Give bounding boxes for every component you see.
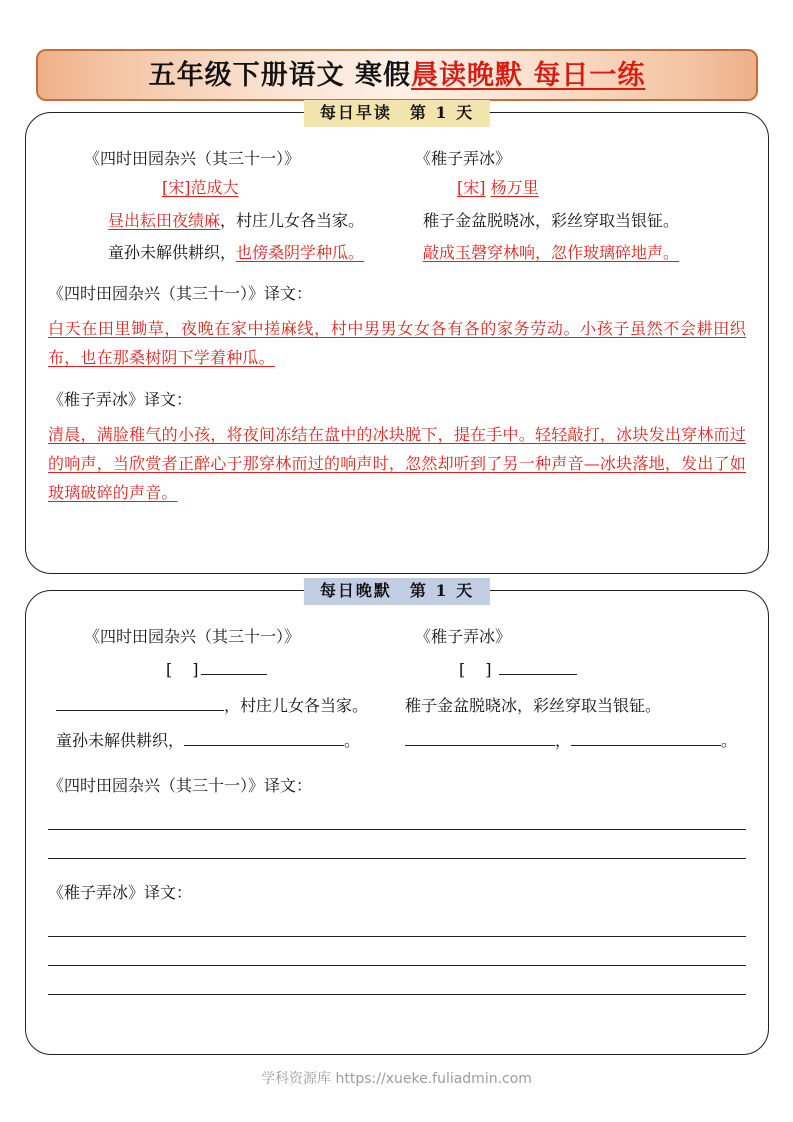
evening-left-poem-title: 《四时田园杂兴（其三十一）》	[84, 627, 301, 646]
evening-right-verse2-blank-a[interactable]	[405, 729, 555, 746]
evening-dictation-card	[25, 581, 769, 1055]
evening-translation-2-label: 《稚子弄冰》译文：	[48, 882, 193, 902]
morning-right-verse2-red-b: 忽作玻璃碎地声。	[551, 243, 680, 263]
evening-left-dynasty-bracket: [ ]	[166, 659, 201, 679]
evening-answer-line-2-3[interactable]	[48, 994, 746, 995]
evening-verse-blank-row-1	[48, 694, 746, 719]
morning-translation-2-text: 清晨，满脸稚气的小孩，将夜间冻结在盘中的冰块脱下，提在手中。轻轻敲打，冰块发出穿林而过的响声，当欣赏者正醉心于那穿林而过的响声时，忽然却听到了另一种声音—冰块落地，发出了如玻璃破碎的声音。	[48, 425, 746, 503]
morning-left-author-cell	[48, 172, 397, 201]
evening-left-author-blank-line[interactable]	[201, 658, 267, 675]
evening-section-badge: 每日晚默 第 1 天	[304, 578, 490, 605]
morning-right-verse-line-2	[415, 241, 746, 266]
evening-right-dynasty-bracket: [ ]	[459, 659, 494, 679]
evening-right-author-cell	[397, 650, 746, 683]
morning-right-verse1-cell	[397, 201, 746, 234]
morning-left-verse1-red: 昼出耘田夜绩麻	[108, 210, 221, 230]
evening-poem-titles-row	[48, 625, 746, 650]
evening-right-verse2-suffix: 。	[721, 731, 738, 751]
morning-left-author	[84, 176, 397, 201]
evening-left-verse1-suffix: ，村庄儿女各当家。	[224, 695, 369, 715]
evening-translation-1-label: 《四时田园杂兴（其三十一）》译文：	[48, 776, 313, 796]
page-title-red-part: 晨读晚默 每日一练	[411, 59, 646, 91]
page-title-banner	[36, 49, 758, 101]
morning-translation-2-label: 《稚子弄冰》译文：	[48, 390, 193, 410]
morning-reading-card	[25, 103, 769, 574]
evening-verse-blank-row-2	[48, 729, 746, 754]
morning-left-verse1-cell	[48, 201, 397, 234]
morning-left-verse2-black: 童孙未解供耕织，	[108, 243, 237, 263]
evening-right-verse1-cell	[397, 694, 746, 719]
evening-right-author-blank	[415, 658, 746, 683]
morning-left-verse1-black: ，村庄儿女各当家。	[220, 210, 365, 230]
morning-verse-row-2	[48, 233, 746, 266]
morning-right-author	[415, 176, 746, 201]
morning-right-author-name: 杨万里	[490, 177, 539, 197]
morning-left-verse2-red: 也傍桑阴学种瓜。	[236, 243, 365, 263]
evening-left-verse2-prefix: 童孙未解供耕织，	[56, 731, 185, 751]
evening-left-verse1-cell	[48, 694, 397, 719]
evening-left-verse2-blank[interactable]	[184, 729, 344, 746]
morning-right-verse-line-1	[415, 209, 746, 234]
evening-answer-line-2-2[interactable]	[48, 965, 746, 966]
evening-right-verse1-text: 稚子金盆脱晓冰，彩丝穿取当银钲。	[405, 695, 662, 715]
morning-left-verse2-cell	[48, 233, 397, 266]
morning-right-dynasty: [宋]	[457, 177, 486, 197]
morning-right-column	[397, 147, 746, 172]
page-title-black-part: 五年级下册语文 寒假	[148, 59, 411, 91]
footer-watermark: 学科资源库 https://xueke.fuliadmin.com	[261, 1071, 532, 1087]
morning-right-author-cell	[397, 172, 746, 201]
evening-answer-line-2-1[interactable]	[48, 936, 746, 937]
evening-card-body	[26, 591, 768, 1005]
evening-author-blank-row	[48, 650, 746, 683]
morning-right-verse1-black: 稚子金盆脱晓冰，彩丝穿取当银钲。	[423, 210, 680, 230]
evening-left-verse2-cell	[48, 729, 397, 754]
evening-left-verse1-blank[interactable]	[56, 694, 224, 711]
evening-right-verse2-blank-b[interactable]	[571, 729, 721, 746]
evening-left-author-cell	[48, 650, 397, 683]
evening-left-title-cell	[48, 625, 397, 650]
morning-right-poem-title: 《稚子弄冰》	[415, 149, 512, 168]
evening-right-verse2-mid: ，	[555, 731, 572, 751]
evening-right-poem-title: 《稚子弄冰》	[415, 627, 512, 646]
page-title	[148, 59, 646, 91]
morning-left-dynasty: [宋]	[162, 177, 191, 197]
morning-translation-1-text: 白天在田里锄草，夜晚在家中搓麻线，村中男男女女各有各的家务劳动。小孩子虽然不会耕田织布，也在那桑树阴下学着种瓜。	[48, 318, 746, 368]
morning-right-verse2-red-a: 敲成玉磬穿林响，	[423, 243, 552, 263]
morning-left-author-name: 范成大	[190, 177, 239, 197]
morning-right-verse2-cell	[397, 233, 746, 266]
morning-left-column	[48, 147, 397, 172]
morning-poem-authors-row	[48, 172, 746, 201]
morning-left-poem-title: 《四时田园杂兴（其三十一）》	[84, 149, 301, 168]
evening-left-verse2-suffix: 。	[344, 731, 361, 751]
evening-answer-line-1-1[interactable]	[48, 829, 746, 830]
morning-poem-titles-row	[48, 147, 746, 172]
evening-right-title-cell	[397, 625, 746, 650]
evening-right-author-blank-line[interactable]	[499, 658, 577, 675]
morning-left-verse-line-2	[84, 241, 397, 266]
evening-right-verse2-cell	[397, 729, 746, 754]
evening-left-author-blank	[84, 658, 397, 683]
evening-answer-line-1-2[interactable]	[48, 858, 746, 859]
morning-translation-1-label: 《四时田园杂兴（其三十一）》译文：	[48, 284, 313, 304]
morning-section-badge: 每日早读 第 1 天	[304, 100, 490, 127]
morning-left-verse-line-1	[84, 209, 397, 234]
morning-verse-row-1	[48, 201, 746, 234]
morning-card-body	[26, 113, 768, 517]
